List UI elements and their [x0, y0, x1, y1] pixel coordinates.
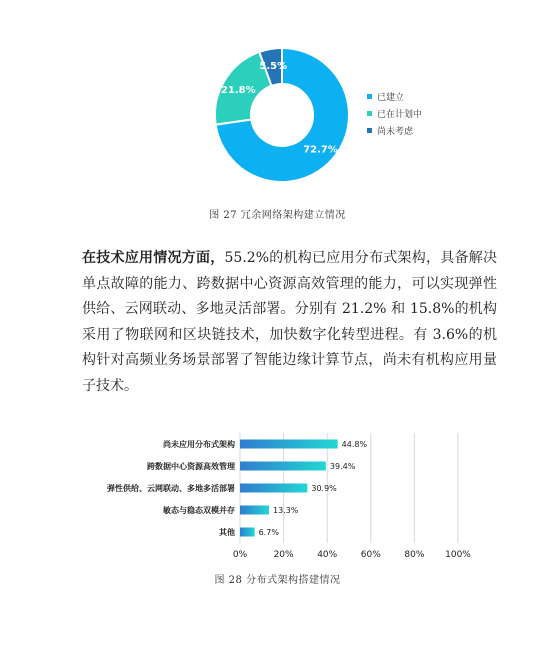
value-label-2: 30.9%	[311, 484, 337, 493]
category-label-0: 尚未应用分布式架构	[163, 440, 235, 449]
legend-label-2: 尚未考虑	[377, 127, 414, 137]
category-label-4: 其他	[219, 528, 235, 537]
category-label-3: 敏态与稳态双模并存	[163, 506, 235, 515]
x-tick-4: 80%	[404, 550, 425, 560]
bar-4	[240, 528, 255, 537]
x-tick-1: 20%	[273, 550, 294, 560]
pie-chart	[200, 40, 440, 190]
x-tick-0: 0%	[232, 550, 248, 560]
legend-swatch-0	[367, 94, 372, 99]
pie-label-2: 5.5%	[259, 60, 288, 72]
value-label-0: 44.8%	[341, 440, 368, 449]
legend-label-1: 已在计划中	[377, 110, 423, 120]
pie-label-0: 72.7%	[303, 144, 338, 156]
legend-swatch-2	[367, 128, 372, 133]
paragraph-lead: 在技术应用情况方面，	[82, 250, 225, 266]
value-label-3: 13.3%	[272, 506, 299, 515]
x-tick-3: 60%	[360, 550, 381, 560]
value-label-1: 39.4%	[329, 462, 356, 471]
bar-3	[240, 506, 269, 515]
value-label-4: 6.7%	[258, 528, 279, 537]
bar-caption: 图 28 分布式架构搭建情况	[214, 575, 341, 586]
bar-2	[240, 484, 307, 493]
x-tick-5: 100%	[445, 550, 471, 560]
bar-0	[240, 440, 338, 449]
bar-chart	[45, 428, 485, 568]
legend-swatch-1	[367, 111, 372, 116]
pie-caption: 图 27 冗余网络架构建立情况	[209, 210, 346, 221]
category-label-1: 跨数据中心资源高效管理	[147, 462, 235, 471]
legend-label-0: 已建立	[377, 93, 405, 103]
category-label-2: 弹性供给、云网联动、多地多活部署	[107, 484, 235, 493]
pie-label-1: 21.8%	[220, 84, 256, 96]
x-tick-2: 40%	[317, 550, 338, 560]
paragraph-text: 55.2%的机构已应用分布式架构，具备解决单点故障的能力、跨数据中心资源高效管理的能力，可以实现弹性供给、云网联动、多地灵活部署。分别有 21.2% 和 15.8%的机构采用了物联网和区块链技术，加快数字化转型进程。有 3.6%的机构针对高频业务场景部署了智能边缘计算节点，尚未有机构应用量子技术。	[82, 250, 497, 394]
body-paragraph	[82, 246, 497, 400]
bar-1	[240, 462, 326, 471]
